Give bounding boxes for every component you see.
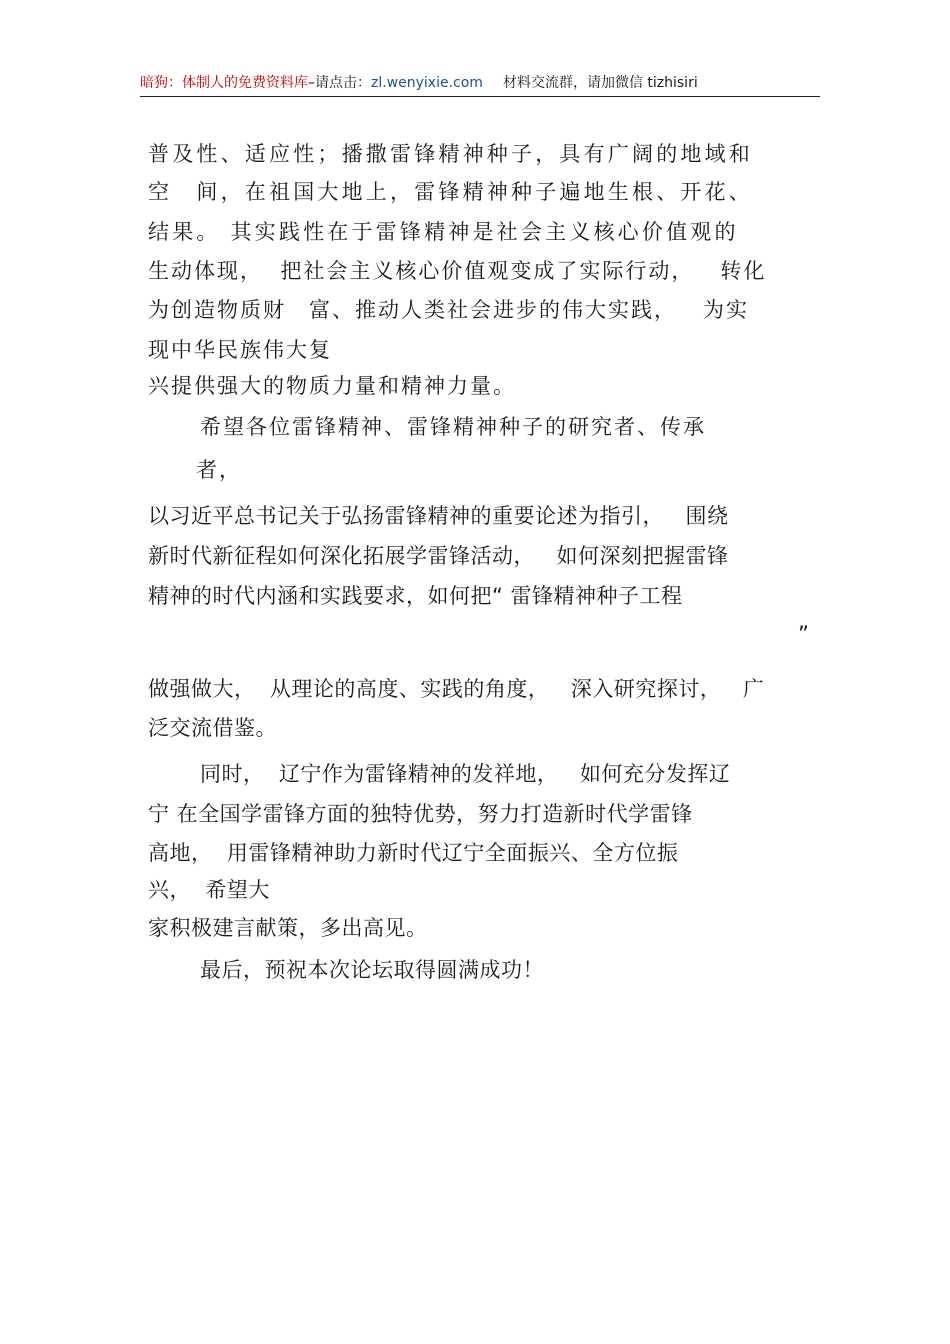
header-contact: 材料交流群，请加微信 tizhisiri (502, 75, 698, 91)
body-line-6: 现中华民族伟大复 (148, 338, 332, 362)
body-line-5: 为创造物质财 富、推动人类社会进步的伟大实践， 为实 (148, 298, 750, 322)
header-prompt: –请点击： (308, 75, 371, 91)
body-line-4: 生动体现， 把社会主义核心价值观变成了实际行动， 转化 (148, 259, 767, 283)
body-line-20: 家积极建言献策，多出高见。 (148, 916, 428, 940)
body-line-3: 结果。 其实践性在于雷锋精神是社会主义核心价值观的 (148, 220, 739, 244)
body-line-17: 宁 在全国学雷锋方面的独特优势，努力打造新时代学雷锋 (148, 802, 693, 826)
header-brand: 暗狗：体制人的免费资料库 (140, 75, 308, 91)
body-line-1: 普及性、适应性；播撒雷锋精神种子，具有广阔的地域和 (148, 142, 753, 166)
header-url-link[interactable]: zl.wenyixie.com (371, 75, 483, 91)
body-line-14: 做强做大， 从理论的高度、实践的角度， 深入研究探讨， 广 (148, 677, 765, 701)
body-line-18: 高地， 用雷锋精神助力新时代辽宁全面振兴、全方位振 (148, 841, 679, 865)
body-line-21: 最后，预祝本次论坛取得圆满成功！ (200, 958, 544, 982)
body-line-15: 泛交流借鉴。 (148, 716, 277, 740)
body-line-13: ” (798, 622, 810, 646)
body-line-2: 空 间，在祖国大地上，雷锋精神种子遍地生根、开花、 (148, 180, 753, 204)
page-header (140, 72, 820, 97)
body-line-12: 精神的时代内涵和实践要求，如何把“ 雷锋精神种子工程 (148, 584, 683, 608)
body-line-11: 新时代新征程如何深化拓展学雷锋活动， 如何深刻把握雷锋 (148, 544, 729, 568)
body-line-8: 希望各位雷锋精神、雷锋精神种子的研究者、传承 (200, 415, 706, 439)
body-line-7: 兴提供强大的物质力量和精神力量。 (148, 374, 516, 398)
body-line-10: 以习近平总书记关于弘扬雷锋精神的重要论述为指引， 围绕 (148, 504, 729, 528)
body-line-19: 兴， 希望大 (148, 878, 270, 902)
body-line-16: 同时， 辽宁作为雷锋精神的发祥地， 如何充分发挥辽 (200, 762, 731, 786)
body-line-9: 者， (196, 458, 242, 482)
